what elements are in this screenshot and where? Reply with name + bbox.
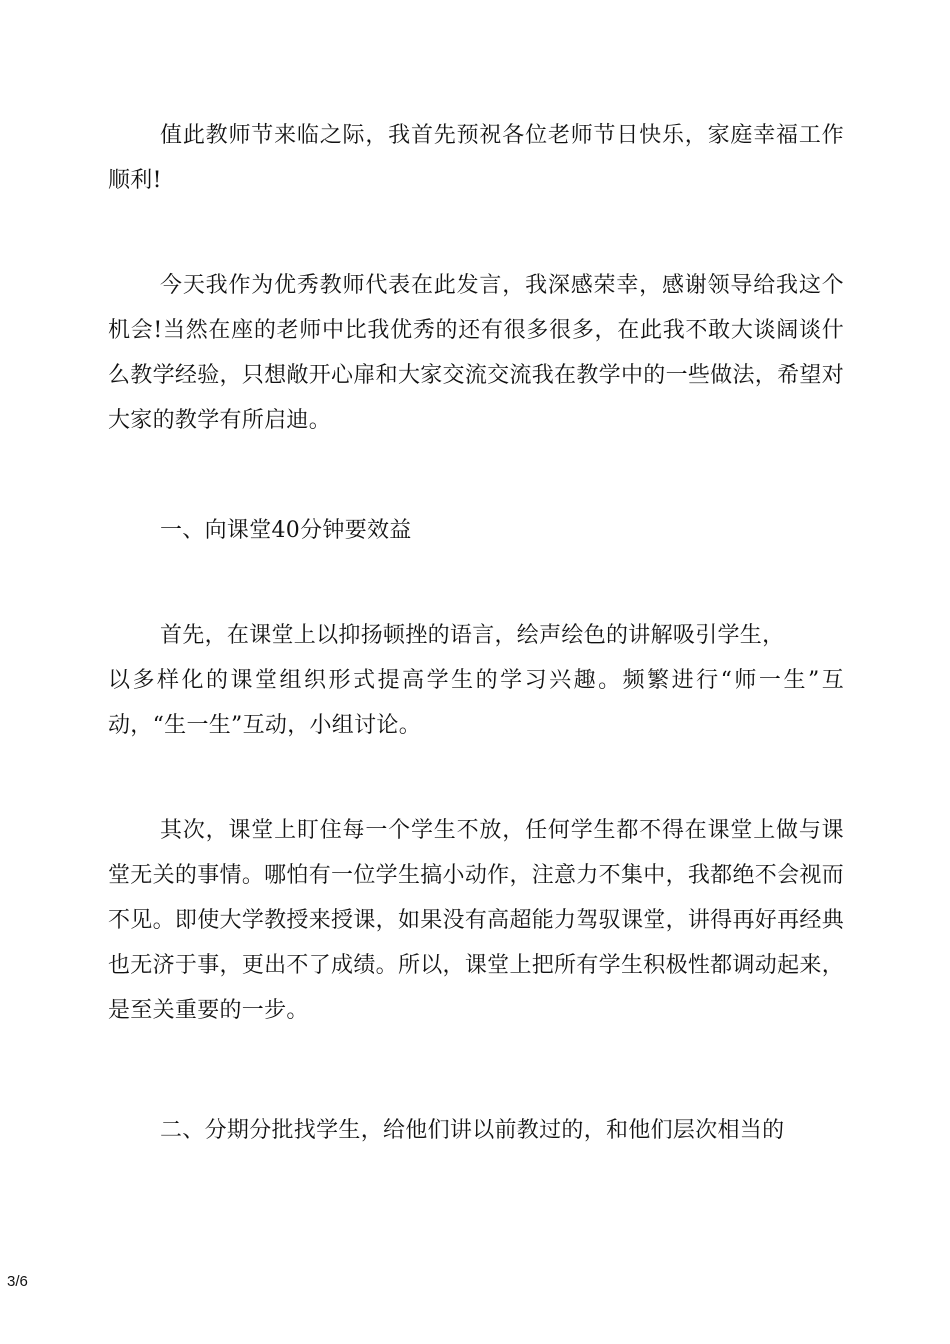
paragraph-second-point: 其次，课堂上盯住每一个学生不放，任何学生都不得在课堂上做与课堂无关的事情。哪怕有一位学生搞小动作，注意力不集中，我都绝不会视而不见。即使大学教授来授课，如果没有高超能力驾驭课堂，讲得再好再经典也无济于事，更出不了成绩。所以，课堂上把所有学生积极性都调动起来，是至关重要的一步。 [108,818,844,1023]
paragraph-greeting: 值此教师节来临之际，我首先预祝各位老师节日快乐，家庭幸福工作顺利! [108,123,844,193]
section-heading-one: 一、向课堂40分钟要效益 [160,518,412,543]
section-heading-two: 二、分期分批找学生，给他们讲以前教过的，和他们层次相当的 [160,1118,785,1143]
paragraph-introduction: 今天我作为优秀教师代表在此发言，我深感荣幸，感谢领导给我这个机会!当然在座的老师中比我优秀的还有很多很多，在此我不敢大谈阔谈什么教学经验，只想敞开心扉和大家交流交流我在教学中的一些做法，希望对大家的教学有所启迪。 [108,273,844,433]
paragraph-first-point: 首先，在课堂上以抑扬顿挫的语言，绘声绘色的讲解吸引学生， 以多样化的课堂组织形式提高学生的学习兴趣。频繁进行“师一生”互动，“生一生”互动，小组讨论。 [108,623,844,738]
page-number: 3/6 [7,1273,28,1290]
